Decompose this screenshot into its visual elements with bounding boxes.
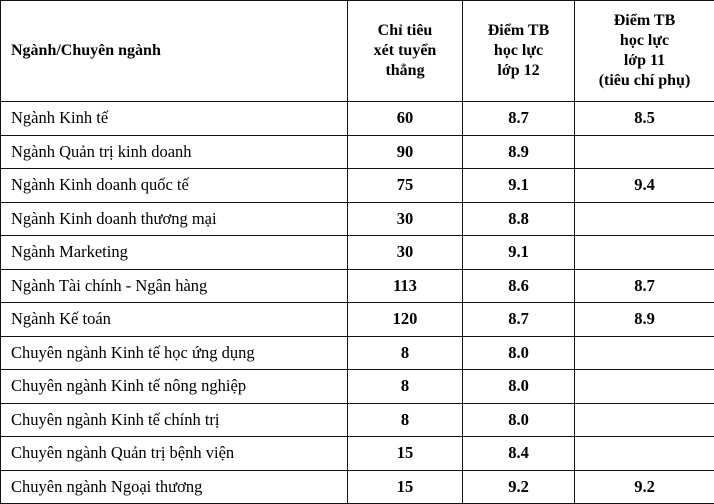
quota-value: 30 [348,202,463,236]
major-name: Chuyên ngành Quản trị bệnh viện [1,437,348,471]
quota-value: 15 [348,437,463,471]
gpa11-value [575,135,714,169]
table-row [1,202,714,236]
major-name: Ngành Kinh tế [1,102,348,136]
gpa12-value: 9.2 [463,470,575,504]
table-row [1,269,714,303]
major-name: Chuyên ngành Ngoại thương [1,470,348,504]
table-row [1,303,714,337]
major-name: Chuyên ngành Kinh tế nông nghiệp [1,370,348,404]
major-name: Ngành Marketing [1,236,348,270]
gpa12-value: 8.0 [463,403,575,437]
table-row [1,102,714,136]
major-name: Ngành Tài chính - Ngân hàng [1,269,348,303]
gpa11-value: 8.9 [575,303,714,337]
table-row [1,437,714,471]
gpa12-value: 9.1 [463,169,575,203]
gpa12-value: 8.8 [463,202,575,236]
gpa12-value: 8.4 [463,437,575,471]
table-row [1,470,714,504]
table-row [1,169,714,203]
table-row [1,236,714,270]
major-name: Chuyên ngành Kinh tế học ứng dụng [1,336,348,370]
quota-value: 120 [348,303,463,337]
quota-value: 60 [348,102,463,136]
gpa11-value [575,336,714,370]
major-name: Ngành Kế toán [1,303,348,337]
header-row [1,1,714,102]
major-name: Ngành Quản trị kinh doanh [1,135,348,169]
gpa11-value [575,236,714,270]
header-gpa-grade12: Điểm TB học lực lớp 12 [463,1,575,102]
table-row [1,403,714,437]
quota-value: 30 [348,236,463,270]
header-gpa-grade11: Điểm TB học lực lớp 11 (tiêu chí phụ) [575,1,714,102]
quota-value: 8 [348,403,463,437]
gpa11-value [575,370,714,404]
quota-value: 15 [348,470,463,504]
quota-value: 113 [348,269,463,303]
quota-value: 8 [348,336,463,370]
gpa11-value [575,437,714,471]
table-row [1,370,714,404]
quota-value: 8 [348,370,463,404]
gpa12-value: 8.0 [463,370,575,404]
major-name: Ngành Kinh doanh quốc tế [1,169,348,203]
gpa11-value [575,403,714,437]
gpa12-value: 8.6 [463,269,575,303]
gpa11-value: 9.4 [575,169,714,203]
table-row [1,135,714,169]
gpa12-value: 8.0 [463,336,575,370]
gpa11-value: 9.2 [575,470,714,504]
quota-value: 75 [348,169,463,203]
gpa11-value: 8.5 [575,102,714,136]
header-quota: Chỉ tiêu xét tuyển thẳng [348,1,463,102]
gpa11-value: 8.7 [575,269,714,303]
major-name: Chuyên ngành Kinh tế chính trị [1,403,348,437]
quota-value: 90 [348,135,463,169]
header-major: Ngành/Chuyên ngành [1,1,348,102]
gpa12-value: 9.1 [463,236,575,270]
gpa12-value: 8.9 [463,135,575,169]
major-name: Ngành Kinh doanh thương mại [1,202,348,236]
gpa11-value [575,202,714,236]
table-row [1,336,714,370]
gpa12-value: 8.7 [463,102,575,136]
gpa12-value: 8.7 [463,303,575,337]
